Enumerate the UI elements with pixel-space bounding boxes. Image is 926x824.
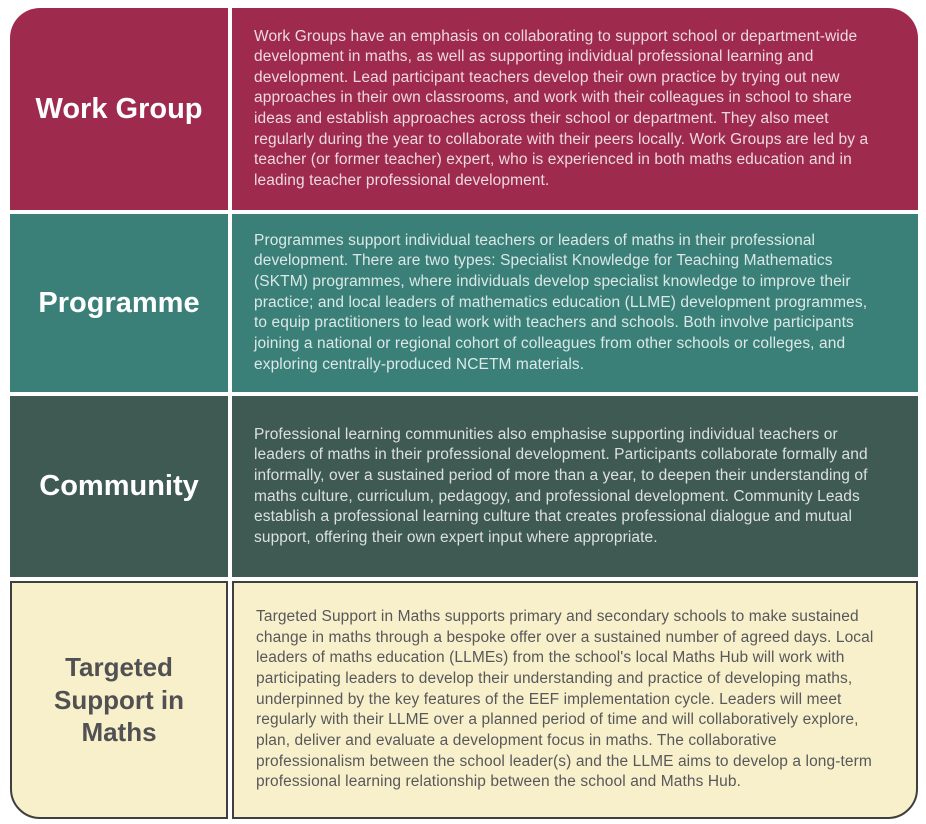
table-grid — [10, 8, 918, 819]
row-community-label: Community — [39, 470, 199, 503]
row-targeted-support-description: Targeted Support in Maths supports primary and secondary schools to make sustained change in maths through a bespoke offer over a sustained number of agreed days. Local leaders of maths education (LLMEs) from the school's local Maths Hub will work with participating leaders to develop their understanding and practice of developing maths, underpinned by the key features of the EEF implementation cycle. Leaders will meet regularly with their LLME over a planned period of time and will collaboratively explore, plan, deliver and evaluate a development focus in maths. The collaborative professionalism between the school leader(s) and the LLME aims to develop a long-term professional learning relationship between the school and Maths Hub. — [256, 608, 874, 791]
row-programme-label: Programme — [38, 286, 200, 319]
row-targeted-support-label: Targeted Support in Maths — [54, 652, 184, 748]
row-work-group-description-cell — [232, 8, 918, 210]
row-community-label-cell — [10, 396, 228, 577]
row-programme-description-cell — [232, 214, 918, 392]
row-programme-label-cell — [10, 214, 228, 392]
row-community-description: Professional learning communities also emphasise supporting individual teachers or leaders of maths in their professional development. Participants collaborate formally and informally, over a sustained period of more than a year, to deepen their understanding of maths culture, curriculum, pedagogy, and professional development. Community Leads establish a professional learning culture that creates professional dialogue and mutual support, offering their own expert input where appropriate. — [254, 425, 868, 546]
row-programme-description: Programmes support individual teachers or leaders of maths in their professional development. There are two types: Specialist Knowledge for Teaching Mathematics (SKTM) programmes, where individuals develop specialist knowledge to improve their practice; and local leaders of mathematics education (LLME) development programmes, to equip practitioners to lead work with teachers and schools. Both involve participants joining a national or regional cohort of colleagues from other schools or colleges, and exploring centrally-produced NCETM materials. — [254, 231, 868, 373]
row-targeted-support-description-cell — [232, 581, 918, 819]
row-work-group-label: Work Group — [35, 92, 203, 125]
row-work-group-description: Work Groups have an emphasis on collaborating to support school or department-wide development in maths, as well as supporting individual professional learning and development. Lead participant teachers develop their own practice by trying out new approaches in their own classrooms, and work with their colleagues in school to share ideas and establish approaches across their school or department. They also meet regularly during the year to collaborate with their peers locally. Work Groups are led by a teacher (or former teacher) expert, who is experienced in both maths education and in leading teacher professional development. — [254, 27, 869, 189]
row-work-group-label-cell — [10, 8, 228, 210]
row-community-description-cell — [232, 396, 918, 577]
row-targeted-support-label-cell — [10, 581, 228, 819]
